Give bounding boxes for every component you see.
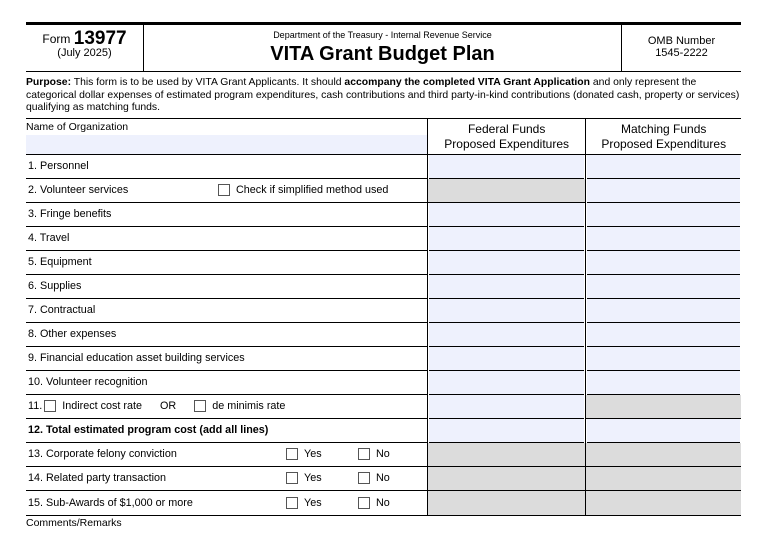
form-title-box xyxy=(144,25,621,71)
line-14-label: 14. Related party transaction xyxy=(28,472,167,485)
line-14-no-checkbox[interactable] xyxy=(358,472,370,484)
federal-line-2-shaded xyxy=(428,179,586,203)
matching-line-2-input[interactable] xyxy=(587,179,740,203)
indirect-cost-rate-label: Indirect cost rate xyxy=(62,400,143,413)
line-2-label: 2. Volunteer services xyxy=(28,184,129,197)
form-header xyxy=(26,25,741,72)
federal-line-10-input[interactable] xyxy=(429,371,585,395)
line-15-no-label: No xyxy=(376,496,390,509)
matching-line-9-input[interactable] xyxy=(587,347,740,371)
federal-line-4-input[interactable] xyxy=(429,227,585,251)
matching-line-11-shaded xyxy=(586,395,741,419)
federal-funds-title: Federal Funds xyxy=(467,121,546,136)
federal-line-9-input[interactable] xyxy=(429,347,585,371)
federal-line-15-shaded xyxy=(428,491,586,515)
matching-funds-header xyxy=(586,119,741,155)
matching-funds-column xyxy=(585,119,741,515)
line-12-label: 12. Total estimated program cost (add all lines) xyxy=(28,424,269,437)
line-13 xyxy=(26,443,427,467)
purpose-statement xyxy=(26,72,741,119)
budget-table xyxy=(26,119,741,516)
matching-line-8-input[interactable] xyxy=(587,323,740,347)
federal-line-1-input[interactable] xyxy=(429,155,585,179)
line-5 xyxy=(26,251,427,275)
form-prefix: Form xyxy=(42,32,71,46)
line-13-no-checkbox[interactable] xyxy=(358,448,370,460)
purpose-text-2: and only represent the categorical dollar expenses of estimated program expenditures, cash contributions and third party-in-kind contributions (donated cash, property or services) qualifying as matching funds. xyxy=(26,77,740,114)
line-10 xyxy=(26,371,427,395)
de-minimis-rate-label: de minimis rate xyxy=(212,400,286,413)
omb-label: OMB Number xyxy=(647,35,716,47)
matching-line-13-shaded xyxy=(586,443,741,467)
line-6-label: 6. Supplies xyxy=(28,280,82,293)
line-15-yes-label: Yes xyxy=(304,496,322,509)
page-title: VITA Grant Budget Plan xyxy=(270,43,495,65)
line-15-no-checkbox[interactable] xyxy=(358,497,370,509)
federal-funds-column xyxy=(427,119,586,515)
line-14 xyxy=(26,467,427,491)
line-1 xyxy=(26,155,427,179)
simplified-method-checkbox[interactable] xyxy=(218,184,230,196)
organization-name-label: Name of Organization xyxy=(26,120,129,133)
form-number: 13977 xyxy=(73,28,127,49)
omb-number: 1545-2222 xyxy=(655,47,708,59)
federal-line-13-shaded xyxy=(428,443,586,467)
purpose-text-1: This form is to be used by VITA Grant Applicants. It should xyxy=(71,77,345,88)
comments-label: Comments/Remarks xyxy=(26,516,122,529)
matching-line-4-input[interactable] xyxy=(587,227,740,251)
matching-line-10-input[interactable] xyxy=(587,371,740,395)
line-13-yes-label: Yes xyxy=(304,448,322,461)
federal-line-12-input[interactable] xyxy=(429,419,585,443)
line-11-number: 11. xyxy=(28,400,43,413)
line-3-label: 3. Fringe benefits xyxy=(28,208,112,221)
line-8-label: 8. Other expenses xyxy=(28,328,117,341)
line-5-label: 5. Equipment xyxy=(28,256,92,269)
matching-line-7-input[interactable] xyxy=(587,299,740,323)
or-label: OR xyxy=(160,400,177,413)
federal-line-14-shaded xyxy=(428,467,586,491)
department: Department of the Treasury - Internal Revenue Service xyxy=(273,30,492,40)
federal-line-5-input[interactable] xyxy=(429,251,585,275)
line-9 xyxy=(26,347,427,371)
organization-name-input[interactable] xyxy=(26,135,427,154)
matching-line-12-input[interactable] xyxy=(587,419,740,443)
purpose-label: Purpose: xyxy=(26,77,72,88)
line-13-no-label: No xyxy=(376,448,390,461)
form-13977 xyxy=(26,22,741,529)
line-14-yes-checkbox[interactable] xyxy=(286,472,298,484)
line-7 xyxy=(26,299,427,323)
line-8 xyxy=(26,323,427,347)
line-14-no-label: No xyxy=(376,472,390,485)
line-13-yes-checkbox[interactable] xyxy=(286,448,298,460)
simplified-method-label: Check if simplified method used xyxy=(236,184,389,197)
purpose-bold-1: accompany the completed VITA Grant Application xyxy=(344,77,590,88)
line-3 xyxy=(26,203,427,227)
line-4 xyxy=(26,227,427,251)
line-6 xyxy=(26,275,427,299)
line-4-label: 4. Travel xyxy=(28,232,70,245)
federal-line-11-input[interactable] xyxy=(429,395,585,419)
federal-line-3-input[interactable] xyxy=(429,203,585,227)
line-15 xyxy=(26,491,427,515)
federal-funds-subtitle: Proposed Expenditures xyxy=(444,136,570,151)
matching-line-1-input[interactable] xyxy=(587,155,740,179)
form-date: (July 2025) xyxy=(57,47,112,59)
federal-line-7-input[interactable] xyxy=(429,299,585,323)
line-15-yes-checkbox[interactable] xyxy=(286,497,298,509)
organization-name-row xyxy=(26,119,427,155)
matching-funds-subtitle: Proposed Expenditures xyxy=(601,136,727,151)
matching-line-15-shaded xyxy=(586,491,741,515)
federal-line-8-input[interactable] xyxy=(429,323,585,347)
line-14-yes-label: Yes xyxy=(304,472,322,485)
line-2 xyxy=(26,179,427,203)
line-10-label: 10. Volunteer recognition xyxy=(28,376,148,389)
line-15-label: 15. Sub-Awards of $1,000 or more xyxy=(28,496,193,509)
indirect-cost-rate-checkbox[interactable] xyxy=(44,400,56,412)
form-id-box xyxy=(26,25,144,71)
line-12 xyxy=(26,419,427,443)
matching-funds-title: Matching Funds xyxy=(621,121,707,136)
de-minimis-rate-checkbox[interactable] xyxy=(194,400,206,412)
line-11 xyxy=(26,395,427,419)
line-13-label: 13. Corporate felony conviction xyxy=(28,448,177,461)
line-1-label: 1. Personnel xyxy=(28,160,89,173)
omb-box xyxy=(621,25,741,71)
line-9-label: 9. Financial education asset building services xyxy=(28,352,245,365)
matching-line-14-shaded xyxy=(586,467,741,491)
matching-line-6-input[interactable] xyxy=(587,275,740,299)
label-column xyxy=(26,119,427,515)
federal-line-6-input[interactable] xyxy=(429,275,585,299)
federal-funds-header xyxy=(428,119,586,155)
line-7-label: 7. Contractual xyxy=(28,304,96,317)
matching-line-3-input[interactable] xyxy=(587,203,740,227)
matching-line-5-input[interactable] xyxy=(587,251,740,275)
